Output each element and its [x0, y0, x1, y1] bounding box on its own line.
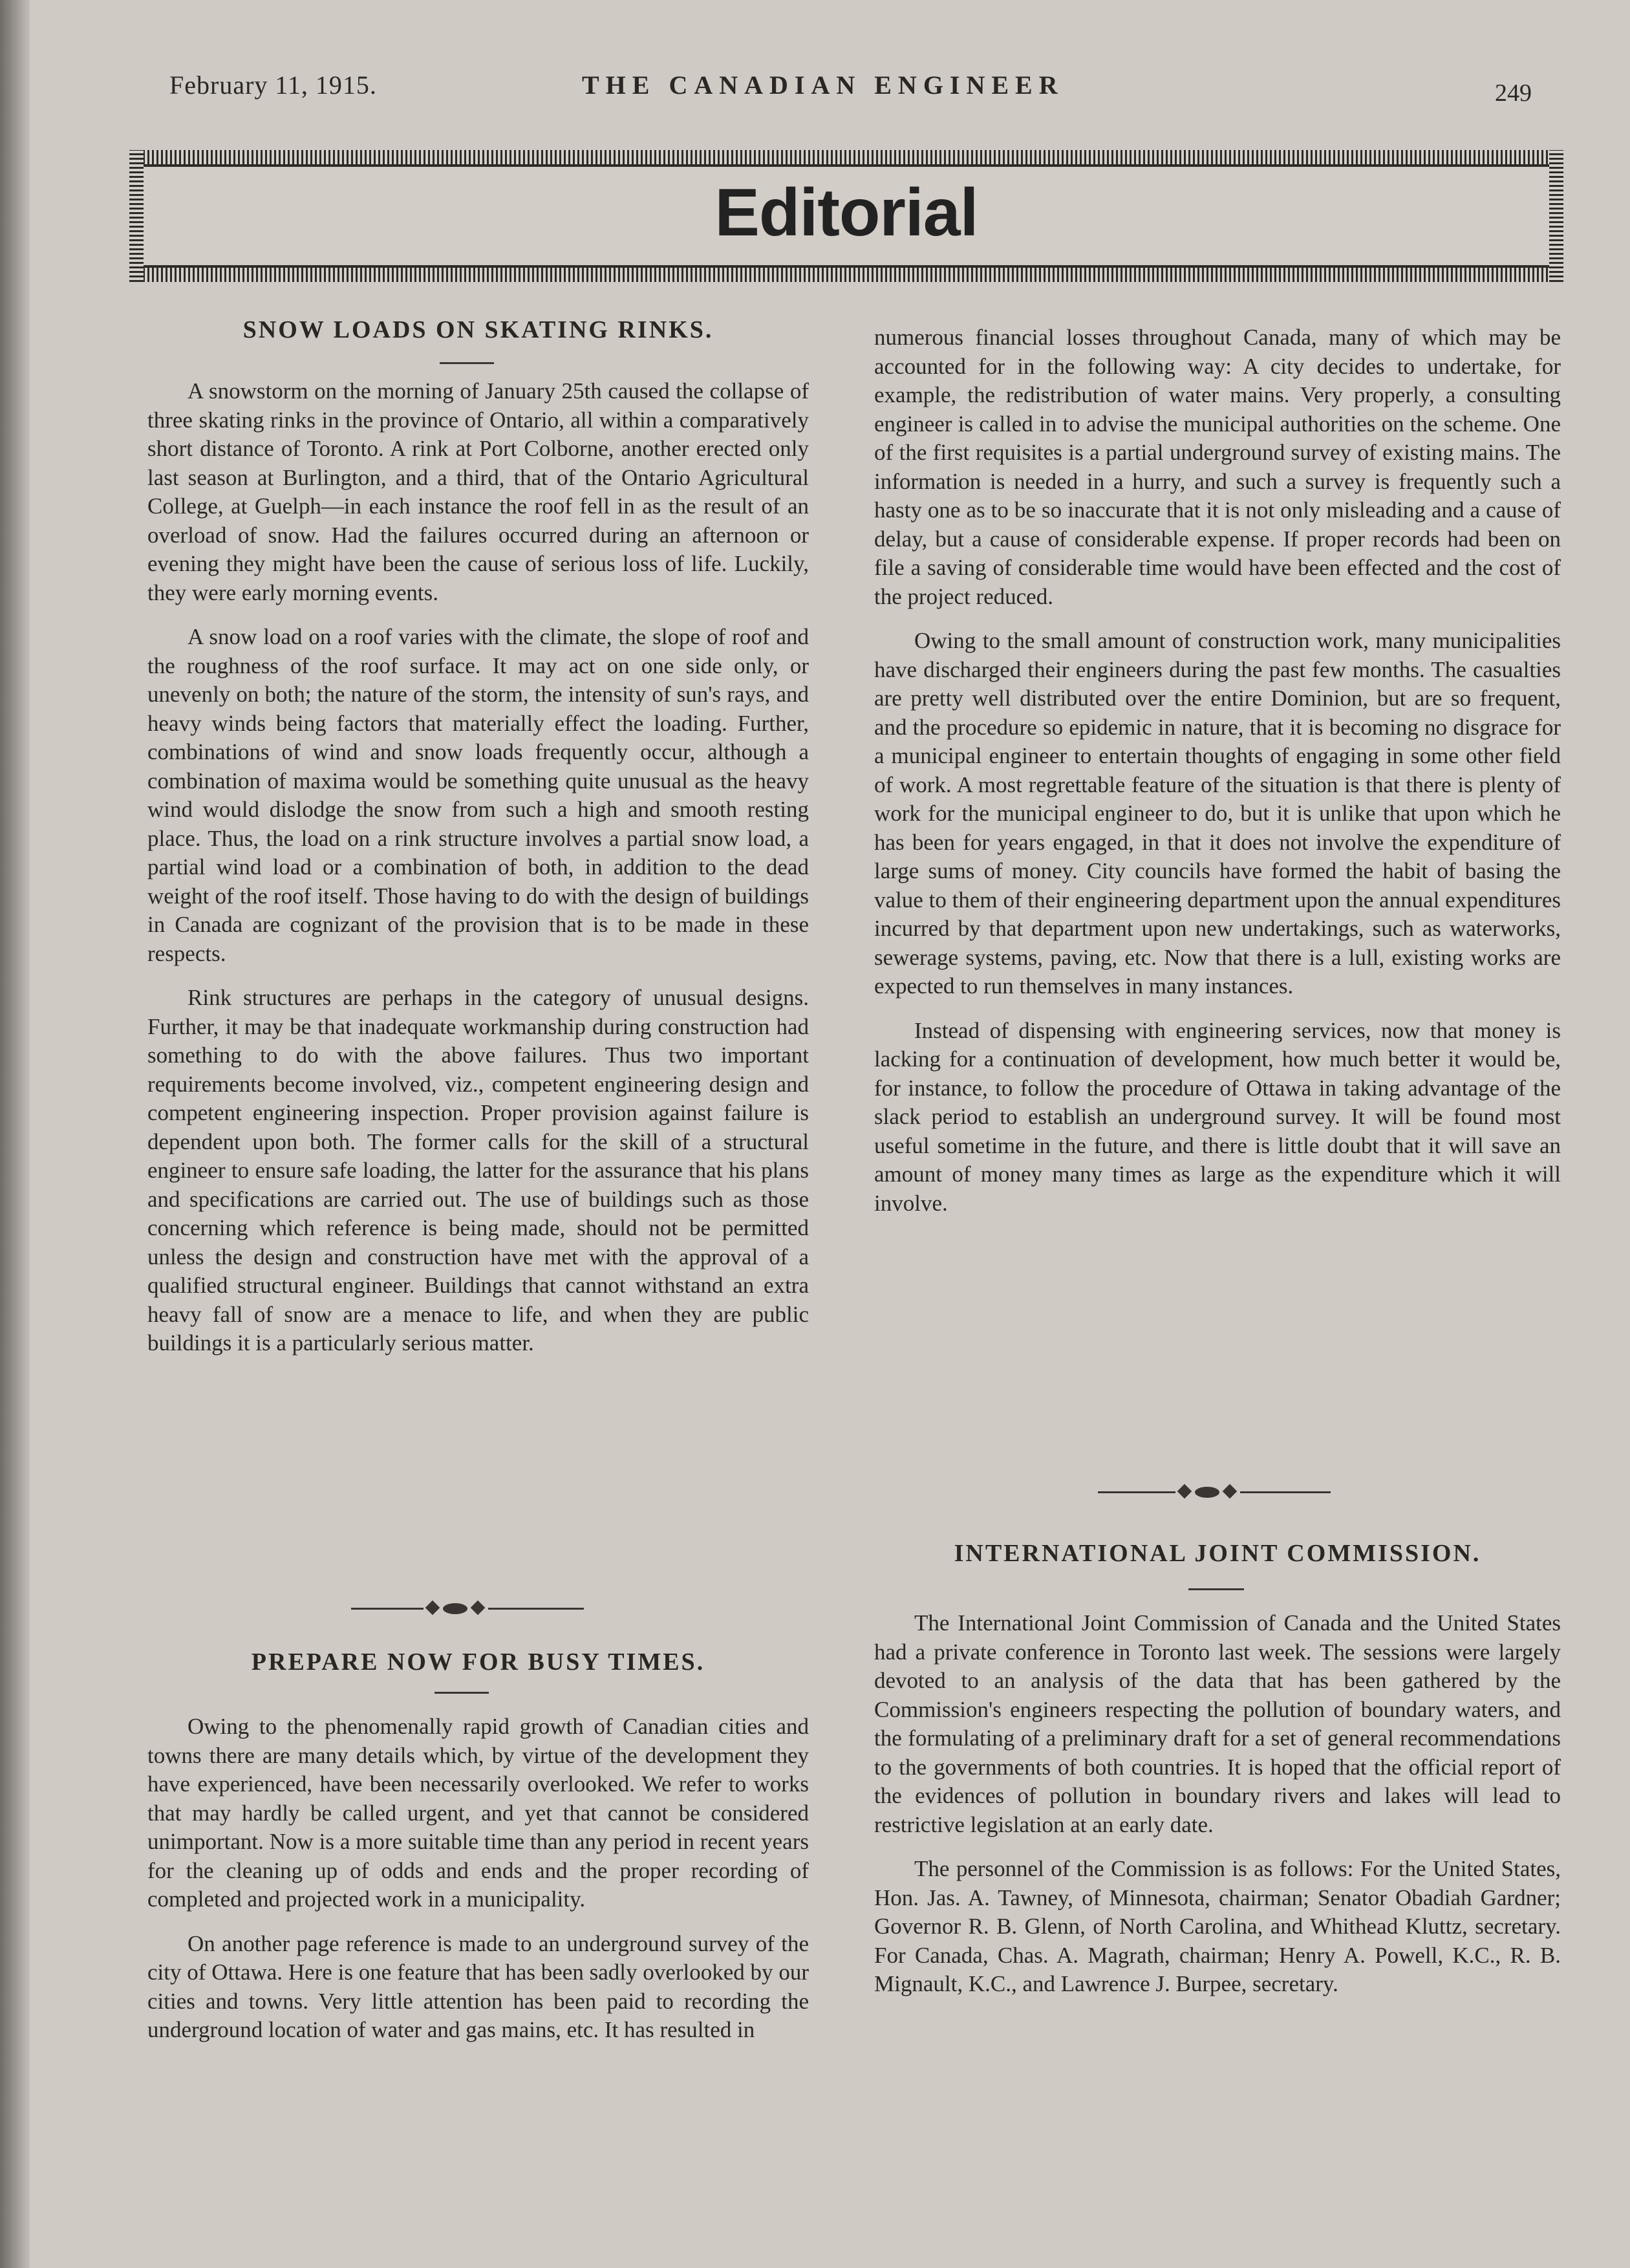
article-heading-snow-loads: SNOW LOADS ON SKATING RINKS.: [242, 316, 714, 343]
paragraph: Owing to the phenomenally rapid growth of Canadian cities and towns there are many details which, by virtue of the development they have experienced, have been necessarily overlooked. We refer to works that may hardly be called urgent, and yet that cannot be considered unimportant. Now is a more suitable time than any period in recent years for the cleaning up of odds and ends and the proper recording of completed and projected work in a municipality.: [147, 1714, 809, 1912]
paragraph: On another page reference is made to an underground survey of the city of Ottawa. Here is one feature that has been sadly overlooked by our cities and towns. Very little attention has been paid to recording the underground location of water and gas mains, etc. It has resulted in: [147, 1930, 809, 2042]
banner-title: Editorial: [714, 175, 978, 250]
paragraph-continued: numerous financial losses throughout Canada, many of which may be accounted for in the following way: A city decides to undertake, for example, the redistribution of water mains. Very properly, a consulting engineer is called in to advise the municipal authorities on the scheme. One of the first requisites is a partial underground survey of existing mains. The information is needed in a hurry, and such a survey is frequently such a hasty one as to be so inaccurate that it is not only misleading and a cause of delay, but a cause of considerable expense. If proper records had been on file a saving of considerable time would have been effected and the cost of the project reduced.: [874, 325, 1561, 609]
heading-rule: [434, 1692, 489, 1694]
paragraph: The personnel of the Commission is as follows: For the United States, Hon. Jas. A. Tawney, of Minnesota, chairman; Senator Obadiah Gardner; Governor R. B. Glenn, of North Carolina, and Whithead Kluttz, secretary. For Canada, Chas. A. Magrath, chairman; Henry A. Powell, K.C., R. B. Mignault, K.C., and Lawrence J. Burpee, secretary.: [874, 1856, 1561, 1996]
paragraph: A snow load on a roof varies with the climate, the slope of roof and the roughness of the roof surface. It may act on one side only, or unevenly on both; the nature of the storm, the intensity of sun's rays, and heavy winds being factors that materially effect the loading. Further, combinations of wind and snow loads frequently occur, although a combination of maxima would be something quite unusual as the heavy wind would dislodge the snow from such a high and smooth resting place. Thus, the load on a rink structure involves a partial snow load, a partial wind load or a combination of both, in addition to the dead weight of the roof itself. Those having to do with the design of buildings in Canada are cognizant of the provision that is to be made in these respects.: [147, 624, 809, 966]
editorial-banner: [129, 150, 1563, 282]
heading-rule: [440, 362, 494, 364]
section-divider-ornament: [351, 1600, 584, 1617]
article-heading-busy-times: PREPARE NOW FOR BUSY TIMES.: [251, 1648, 705, 1676]
article-body-busy-times-part1: [147, 1712, 809, 2045]
paragraph: The International Joint Commission of Canada and the United States had a private conference in Toronto last week. The sessions were largely devoted to an analysis of the data that has been gathered by the Commission's engineers respecting the pollution of boundary waters, and the formulating of a preliminary draft for a set of general recommendations to the governments of both countries. It is hoped that the official report of the evidences of pollution in boundary rivers and lakes will lead to restrictive legislation at an early date.: [874, 1610, 1561, 1837]
banner-border-bottom: [129, 268, 1563, 282]
paragraph: Instead of dispensing with engineering services, now that money is lacking for a continuation of development, how much better it would be, for instance, to follow the procedure of Ottawa in taking advantage of the slack period to establish an underground survey. It will be found most useful sometime in the future, and there is little doubt that it will save an amount of money many times as large as the expenditure which it will involve.: [874, 1017, 1561, 1216]
section-divider-ornament: [1098, 1484, 1331, 1500]
article-heading-international-joint-commission: INTERNATIONAL JOINT COMMISSION.: [954, 1540, 1481, 1567]
article-body-snow-loads: [147, 377, 809, 1358]
article-body-busy-times-part2: [874, 323, 1561, 1218]
banner-border-top: [129, 150, 1563, 164]
paragraph: Rink structures are perhaps in the category of unusual designs. Further, it may be that inadequate workmanship during construction had something to do with the above failures. Thus two important requirements become involved, viz., competent engineering design and competent engineering inspection. Proper provision against failure is dependent upon both. The former calls for the skill of a structural engineer to ensure safe loading, the latter for the assurance that his plans and specifications are carried out. The use of buildings such as those concerning which reference is being made, should not be permitted unless the design and construction have met with the approval of a qualified structural engineer. Buildings that cannot withstand an extra heavy fall of snow are a menace to life, and when they are public buildings it is a particularly serious matter.: [147, 985, 809, 1355]
heading-rule: [1188, 1588, 1244, 1590]
issue-date: February 11, 1915.: [169, 70, 377, 100]
paragraph: A snowstorm on the morning of January 25th caused the collapse of three skating rinks in the province of Ontario, all within a comparatively short distance of Toronto. A rink at Port Colborne, another erected only last season at Burlington, and a third, that of the Ontario Agricultural College, at Guelph—in each instance the roof fell in as the result of an overload of snow. Had the failures occurred during an afternoon or evening they might have been the cause of serious loss of life. Luckily, they were early morning events.: [147, 378, 809, 605]
page-number: 249: [1495, 80, 1532, 107]
book-spine-shadow: [0, 0, 30, 2268]
paragraph: Owing to the small amount of construction work, many municipalities have discharged their engineers during the past few months. The casualties are pretty well distributed over the entire Dominion, but are so frequent, and the procedure so epidemic in nature, that it is becoming no disgrace for a municipal engineer to entertain thoughts of engaging in some other field of work. A most regrettable feature of the situation is that there is plenty of work for the municipal engineer to do, but it is unlike that upon which he has been for years engaged, in that it does not involve the expenditure of large sums of money. City councils have formed the habit of basing the value to them of their engineering department upon the annual expenditures incurred by that department upon new undertakings, such as waterworks, sewerage systems, paving, etc. Now that there is a lull, existing works are expected to run themselves in many instances.: [874, 628, 1561, 999]
article-body-international-joint-commission: [874, 1609, 1561, 1999]
journal-title: THE CANADIAN ENGINEER: [582, 70, 1064, 100]
